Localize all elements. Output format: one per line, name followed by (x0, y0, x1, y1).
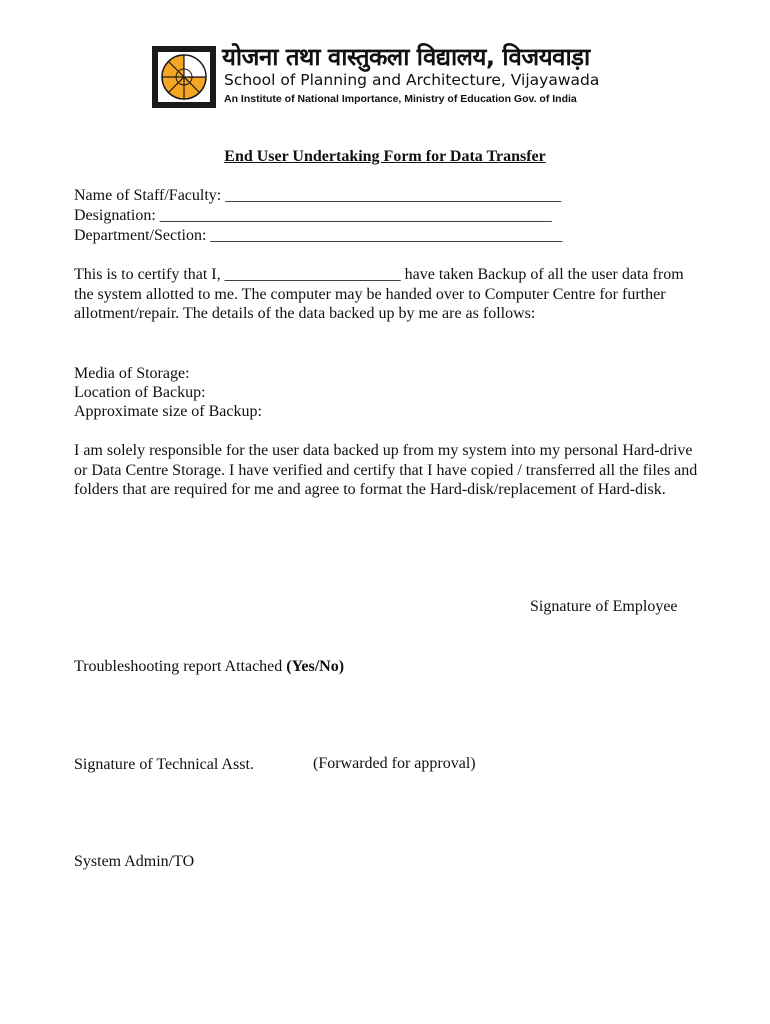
form-title: End User Undertaking Form for Data Transfer (224, 148, 546, 165)
certify-paragraph: This is to certify that I, ______________________ have taken Backup of all the user data from the system allotted to me. The computer may be handed over to Computer Centre for further allotment/repair. The details of the data backed up by me are as follows: (74, 266, 684, 323)
location-of-backup-label: Location of Backup: (74, 384, 206, 401)
media-of-storage-label: Media of Storage: (74, 365, 190, 382)
troubleshooting-report-line (74, 657, 344, 677)
responsibility-paragraph: I am solely responsible for the user data backed up from my system into my personal Hard-drive or Data Centre Storage. I have verified and certify that I have copied / transferred all the files and folders that are required for me and agree to format the Hard-disk/replacement of Hard-disk. (74, 442, 698, 499)
troubleshooting-choice: (Yes/No) (286, 658, 345, 675)
institute-name-english: School of Planning and Architecture, Vijayawada (224, 71, 600, 89)
staff-name-field: Name of Staff/Faculty: __________________________________________ (74, 187, 562, 204)
institute-name-hindi: योजना तथा वास्तुकला विद्यालय, विजयवाड़ा (222, 43, 590, 71)
letterhead (150, 44, 630, 110)
institute-logo (152, 46, 216, 108)
troubleshooting-label: Troubleshooting report Attached (74, 658, 287, 675)
department-field: Department/Section: ____________________________________________ (74, 227, 563, 244)
designation-field: Designation: _________________________________________________ (74, 207, 552, 224)
forwarded-for-approval-label: (Forwarded for approval) (313, 755, 476, 772)
signature-technical-asst-label: Signature of Technical Asst. (74, 756, 254, 773)
signature-employee-label: Signature of Employee (530, 598, 678, 615)
institute-tagline: An Institute of National Importance, Ministry of Education Gov. of India (224, 93, 577, 105)
backup-size-label: Approximate size of Backup: (74, 403, 262, 420)
system-admin-label: System Admin/TO (74, 853, 195, 870)
